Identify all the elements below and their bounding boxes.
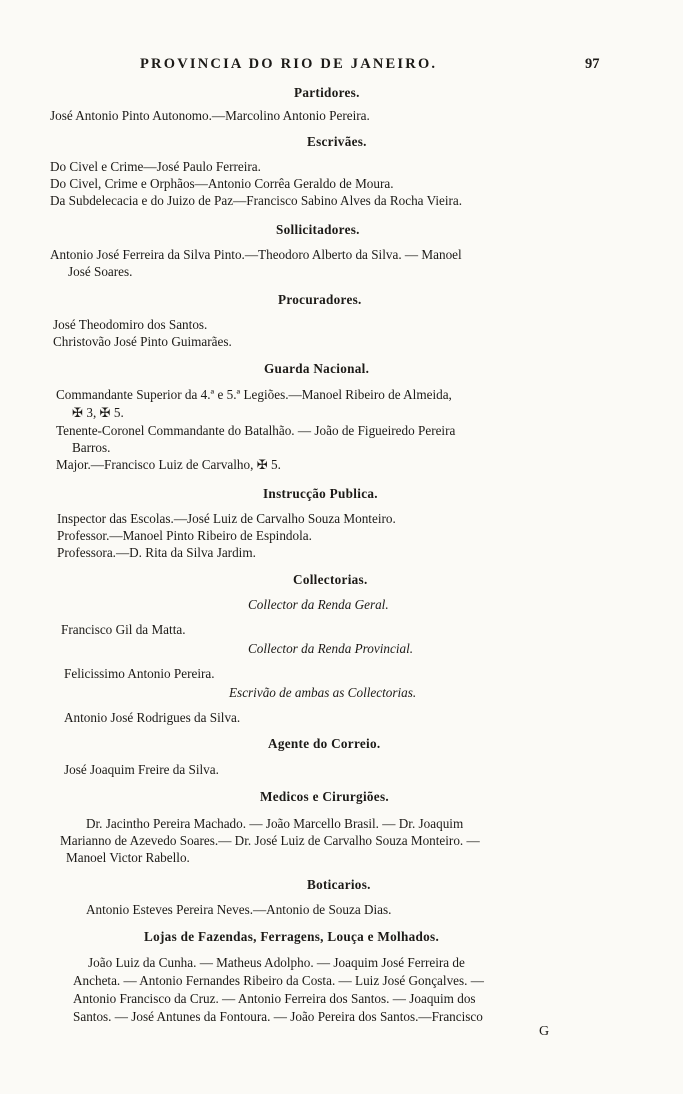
text-line: Professor.—Manoel Pinto Ribeiro de Espindola. [57,528,312,543]
subheading: Collector da Renda Provincial. [248,641,414,656]
text-line: João Luiz da Cunha. — Matheus Adolpho. — Joaquim José Ferreira de [88,955,465,970]
section-heading-collectorias: Collectorias. [293,572,368,587]
text-line: ✠ 3, ✠ 5. [72,405,124,420]
section-heading-sollicitadores: Sollicitadores. [276,222,360,237]
section-heading-partidores: Partidores. [294,85,360,100]
text-line: Antonio Esteves Pereira Neves.—Antonio de Souza Dias. [86,902,392,917]
page-number: 97 [585,56,600,72]
section-heading-instruccao: Instrucção Publica. [263,486,378,501]
section-heading-boticarios: Boticarios. [307,877,371,892]
text-line: Santos. — José Antunes da Fontoura. — João Pereira dos Santos.—Francisco [73,1009,483,1024]
text-line: Professora.—D. Rita da Silva Jardim. [57,545,256,560]
text-line: José Theodomiro dos Santos. [53,317,208,332]
text-line: Dr. Jacintho Pereira Machado. — João Marcello Brasil. — Dr. Joaquim [86,816,464,831]
running-title: PROVINCIA DO RIO DE JANEIRO. [140,56,438,72]
text-line: Commandante Superior da 4.ª e 5.ª Legiões.—Manoel Ribeiro de Almeida, [56,387,452,402]
text-line: Do Civel, Crime e Orphãos—Antonio Corrêa Geraldo de Moura. [50,176,394,191]
text-line: Da Subdelecacia e do Juizo de Paz—Francisco Sabino Alves da Rocha Vieira. [50,193,463,208]
text-line: Major.—Francisco Luiz de Carvalho, ✠ 5. [56,457,281,472]
text-line: Francisco Gil da Matta. [61,622,186,637]
subheading: Collector da Renda Geral. [248,597,389,612]
text-line: Christovão José Pinto Guimarães. [53,334,232,349]
text-line: Do Civel e Crime—José Paulo Ferreira. [50,159,261,174]
signature-mark: G [539,1024,550,1039]
text-line: José Soares. [68,264,133,279]
text-line: José Antonio Pinto Autonomo.—Marcolino Antonio Pereira. [50,108,370,123]
text-line: Antonio José Rodrigues da Silva. [64,710,241,725]
section-heading-procuradores: Procuradores. [278,292,362,307]
text-line: Antonio José Ferreira da Silva Pinto.—Theodoro Alberto da Silva. — Manoel [50,247,462,262]
text-line: Marianno de Azevedo Soares.— Dr. José Luiz de Carvalho Souza Monteiro. — [60,833,480,848]
text-line: Manoel Victor Rabello. [66,850,190,865]
section-heading-agente-correio: Agente do Correio. [268,736,381,751]
text-line: Ancheta. — Antonio Fernandes Ribeiro da Costa. — Luiz José Gonçalves. — [73,973,484,988]
section-heading-medicos: Medicos e Cirurgiões. [260,789,389,804]
text-line: Felicissimo Antonio Pereira. [64,666,215,681]
text-line: José Joaquim Freire da Silva. [64,762,219,777]
section-heading-lojas: Lojas de Fazendas, Ferragens, Louça e Molhados. [144,929,440,944]
subheading: Escrivão de ambas as Collectorias. [229,685,417,700]
text-line: Inspector das Escolas.—José Luiz de Carvalho Souza Monteiro. [57,511,396,526]
text-line: Barros. [72,440,111,455]
text-line: Antonio Francisco da Cruz. — Antonio Ferreira dos Santos. — Joaquim dos [73,991,476,1006]
section-heading-escrivaes: Escrivães. [307,134,367,149]
text-line: Tenente-Coronel Commandante do Batalhão. — João de Figueiredo Pereira [56,423,456,438]
section-heading-guarda-nacional: Guarda Nacional. [264,361,370,376]
